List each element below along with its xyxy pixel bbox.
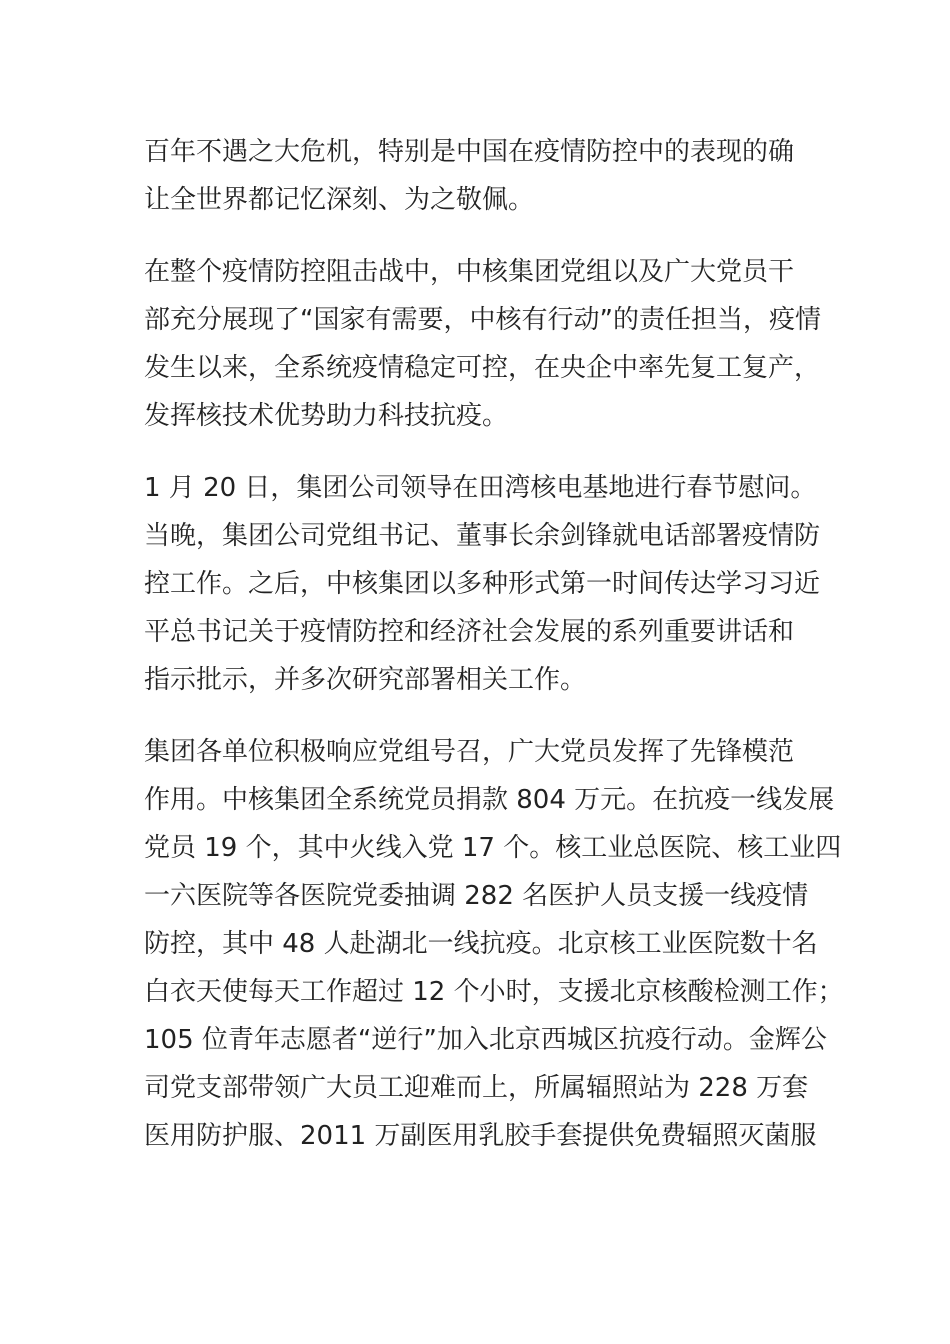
article-body — [144, 128, 844, 1184]
text-line: 平总书记关于疫情防控和经济社会发展的系列重要讲话和 — [144, 617, 795, 647]
text-line: 集团各单位积极响应党组号召，广大党员发挥了先锋模范 — [144, 737, 795, 767]
paragraph-2 — [144, 248, 821, 440]
text-line: 当晚，集团公司党组书记、董事长余剑锋就电话部署疫情防 — [144, 521, 821, 551]
text-line: 一六医院等各医院党委抽调 282 名医护人员支援一线疫情 — [144, 881, 809, 911]
text-line: 让全世界都记忆深刻、为之敬佩。 — [144, 185, 535, 215]
text-line: 作用。中核集团全系统党员捐款 804 万元。在抗疫一线发展 — [144, 785, 835, 815]
text-line: 司党支部带领广大员工迎难而上，所属辐照站为 228 万套 — [144, 1073, 809, 1103]
text-line: 百年不遇之大危机，特别是中国在疫情防控中的表现的确 — [144, 137, 795, 167]
text-line: 发生以来，全系统疫情稳定可控，在央企中率先复工复产， — [144, 353, 821, 383]
text-line: 发挥核技术优势助力科技抗疫。 — [144, 401, 509, 431]
text-line: 105 位青年志愿者“逆行”加入北京西城区抗疫行动。金辉公 — [144, 1025, 827, 1055]
text-line: 在整个疫情防控阻击战中，中核集团党组以及广大党员干 — [144, 257, 795, 287]
paragraph-1 — [144, 128, 810, 224]
text-line: 控工作。之后，中核集团以多种形式第一时间传达学习习近 — [144, 569, 821, 599]
text-line: 指示批示，并多次研究部署相关工作。 — [144, 665, 587, 695]
text-line: 防控，其中 48 人赴湖北一线抗疫。北京核工业医院数十名 — [144, 929, 818, 959]
text-line: 医用防护服、2011 万副医用乳胶手套提供免费辐照灭菌服 — [144, 1121, 817, 1151]
paragraph-4 — [144, 728, 844, 1160]
text-line: 部充分展现了“国家有需要，中核有行动”的责任担当，疫情 — [144, 305, 821, 335]
text-line: 党员 19 个，其中火线入党 17 个。核工业总医院、核工业四 — [144, 833, 842, 863]
paragraph-3 — [144, 464, 821, 704]
text-line: 1 月 20 日，集团公司领导在田湾核电基地进行春节慰问。 — [144, 473, 817, 503]
text-line: 白衣天使每天工作超过 12 个小时，支援北京核酸检测工作； — [144, 977, 844, 1007]
